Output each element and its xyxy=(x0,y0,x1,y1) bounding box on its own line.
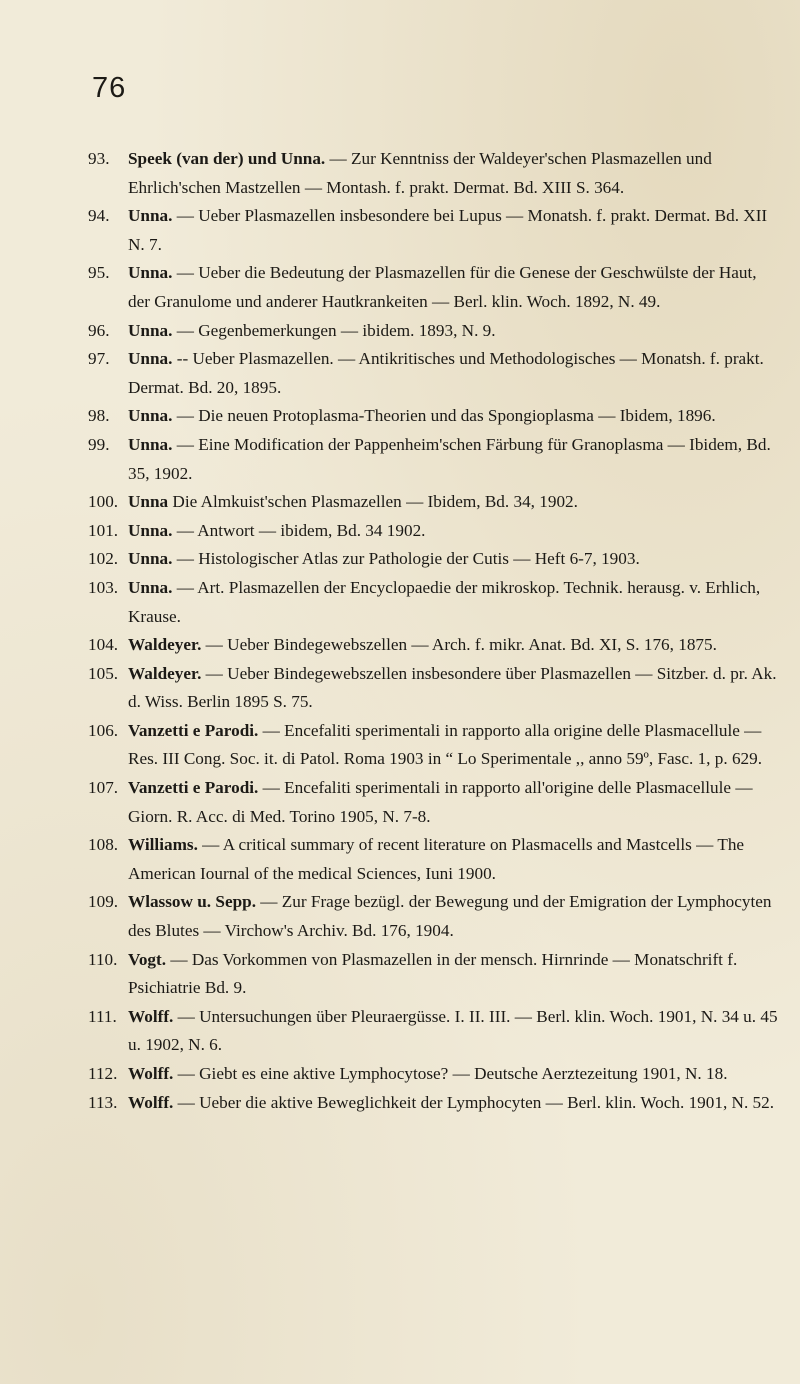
reference-author: Speek (van der) und Unna. xyxy=(128,149,326,168)
reference-text: — Ueber Bindegewebszellen insbesondere über Plasmazellen — Sitzber. d. pr. Ak. d. Wiss. Berlin 1895 S. 75. xyxy=(128,663,777,712)
reference-number: 111. xyxy=(88,1006,117,1026)
reference-text: — Antwort — ibidem, Bd. 34 1902. xyxy=(176,520,426,540)
reference-item xyxy=(88,888,778,945)
reference-number: 104. xyxy=(88,635,119,655)
reference-author: Unna. xyxy=(128,320,173,340)
reference-item xyxy=(88,574,778,631)
reference-number: 108. xyxy=(88,835,119,855)
reference-number: 105. xyxy=(88,663,119,683)
reference-text: — Ueber Plasmazellen insbesondere bei Lupus — Monatsh. f. prakt. Dermat. Bd. XII N. 7. xyxy=(128,206,768,254)
reference-number: 110. xyxy=(88,949,118,969)
reference-item xyxy=(88,202,778,259)
reference-number: 98. xyxy=(88,406,110,426)
reference-text: — Untersuchungen über Pleuraergüsse. I. II. III. — Berl. klin. Woch. 1901, N. 34 u. 45 u. 1902, N. 6. xyxy=(128,1006,778,1055)
reference-author: Williams. xyxy=(128,835,198,855)
reference-text: — Ueber die aktive Beweglichkeit der Lymphocyten — Berl. klin. Woch. 1901, N. 52. xyxy=(177,1092,775,1112)
reference-item xyxy=(88,717,778,774)
reference-number: 99. xyxy=(88,434,110,454)
reference-item xyxy=(88,1060,778,1089)
reference-number: 106. xyxy=(88,720,119,740)
reference-item xyxy=(88,259,778,316)
reference-number: 97. xyxy=(88,349,110,369)
reference-item xyxy=(88,517,778,546)
reference-item xyxy=(88,145,778,202)
reference-author: Unna. xyxy=(128,206,173,226)
reference-text: — Encefaliti sperimentali in rapporto alla origine delle Plasmacellule — Res. III Cong. Soc. it. di Patol. Roma 1903 in “ Lo Sperimentale ,, anno 59º, Fasc. 1, p. 629. xyxy=(128,720,763,769)
reference-author: Vanzetti e Parodi. xyxy=(128,720,259,740)
reference-item xyxy=(88,1003,778,1060)
reference-text: -- Ueber Plasmazellen. — Antikritisches und Methodologisches — Monatsh. f. prakt. Dermat. Bd. 20, 1895. xyxy=(128,349,764,397)
reference-number: 100. xyxy=(88,492,119,512)
reference-number: 94. xyxy=(88,206,110,226)
reference-item xyxy=(88,1089,778,1118)
reference-author: Wlassow u. Sepp. xyxy=(128,892,256,912)
reference-item xyxy=(88,431,778,488)
reference-author: Unna. xyxy=(128,520,173,540)
reference-text: — Das Vorkommen von Plasmazellen in der mensch. Hirnrinde — Monatschrift f. Psichiatrie Bd. 9. xyxy=(128,949,738,998)
reference-number: 109. xyxy=(88,892,119,912)
reference-author: Unna xyxy=(128,492,169,512)
reference-text: Die Almkuist'schen Plasmazellen — Ibidem, Bd. 34, 1902. xyxy=(172,492,578,512)
reference-author: Unna. xyxy=(128,263,173,283)
reference-item xyxy=(88,317,778,346)
reference-text: — Ueber die Bedeutung der Plasmazellen für die Genese der Geschwülste der Haut, der Granulome und anderer Hautkrankeiten — Berl. klin. Woch. 1892, N. 49. xyxy=(128,263,757,311)
reference-item xyxy=(88,631,778,660)
reference-item xyxy=(88,402,778,431)
reference-text: — Eine Modification der Pappenheim'schen Färbung für Granoplasma — Ibidem, Bd. 35, 1902. xyxy=(128,434,771,483)
reference-number: 96. xyxy=(88,320,110,340)
reference-number: 113. xyxy=(88,1092,118,1112)
reference-text: — Zur Frage bezügl. der Bewegung und der Emigration der Lymphocyten des Blutes — Virchow's Archiv. Bd. 176, 1904. xyxy=(128,892,772,941)
reference-text: — Ueber Bindegewebszellen — Arch. f. mikr. Anat. Bd. XI, S. 176, 1875. xyxy=(205,635,717,655)
reference-author: Wolff. xyxy=(128,1006,174,1026)
reference-number: 103. xyxy=(88,577,119,597)
reference-author: Wolff. xyxy=(128,1064,174,1083)
reference-text: — Art. Plasmazellen der Encyclopaedie der mikroskop. Technik. herausg. v. Erhlich, Krause. xyxy=(128,577,761,626)
reference-author: Vogt. xyxy=(128,949,167,969)
reference-author: Unna. xyxy=(128,406,173,426)
reference-text: — Gegenbemerkungen — ibidem. 1893, N. 9. xyxy=(176,320,496,340)
reference-item xyxy=(88,831,778,888)
reference-text: — Encefaliti sperimentali in rapporto all'origine delle Plasmacellule — Giorn. R. Acc. di Med. Torino 1905, N. 7-8. xyxy=(128,778,753,826)
reference-text: — Die neuen Protoplasma-Theorien und das Spongioplasma — Ibidem, 1896. xyxy=(176,406,716,426)
reference-number: 112. xyxy=(88,1064,118,1083)
page-number: 76 xyxy=(92,72,127,104)
reference-author: Wolff. xyxy=(128,1092,174,1112)
reference-item xyxy=(88,660,778,717)
reference-number: 93. xyxy=(88,149,110,168)
reference-author: Unna. xyxy=(128,549,173,569)
reference-author: Unna. xyxy=(128,349,173,369)
reference-item xyxy=(88,345,778,402)
reference-item xyxy=(88,545,778,574)
reference-text: — Zur Kenntniss der Waldeyer'schen Plasmazellen und Ehrlich'schen Mastzellen — Montash. f. prakt. Dermat. Bd. XIII S. 364. xyxy=(128,149,712,197)
reference-author: Vanzetti e Parodi. xyxy=(128,778,259,798)
reference-item xyxy=(88,488,778,517)
reference-text: — Giebt es eine aktive Lymphocytose? — Deutsche Aerztezeitung 1901, N. 18. xyxy=(177,1064,728,1083)
reference-text: — Histologischer Atlas zur Pathologie der Cutis — Heft 6-7, 1903. xyxy=(176,549,640,569)
reference-item xyxy=(88,946,778,1003)
reference-author: Waldeyer. xyxy=(128,635,202,655)
reference-author: Waldeyer. xyxy=(128,663,202,683)
reference-author: Unna. xyxy=(128,434,173,454)
reference-list xyxy=(88,145,778,1117)
reference-number: 102. xyxy=(88,549,119,569)
reference-number: 101. xyxy=(88,520,119,540)
reference-text: — A critical summary of recent literature on Plasmacells and Mastcells — The American Iournal of the medical Sciences, Iuni 1900. xyxy=(128,835,745,883)
reference-item xyxy=(88,774,778,831)
reference-number: 107. xyxy=(88,778,119,798)
reference-number: 95. xyxy=(88,263,110,283)
reference-author: Unna. xyxy=(128,577,173,597)
